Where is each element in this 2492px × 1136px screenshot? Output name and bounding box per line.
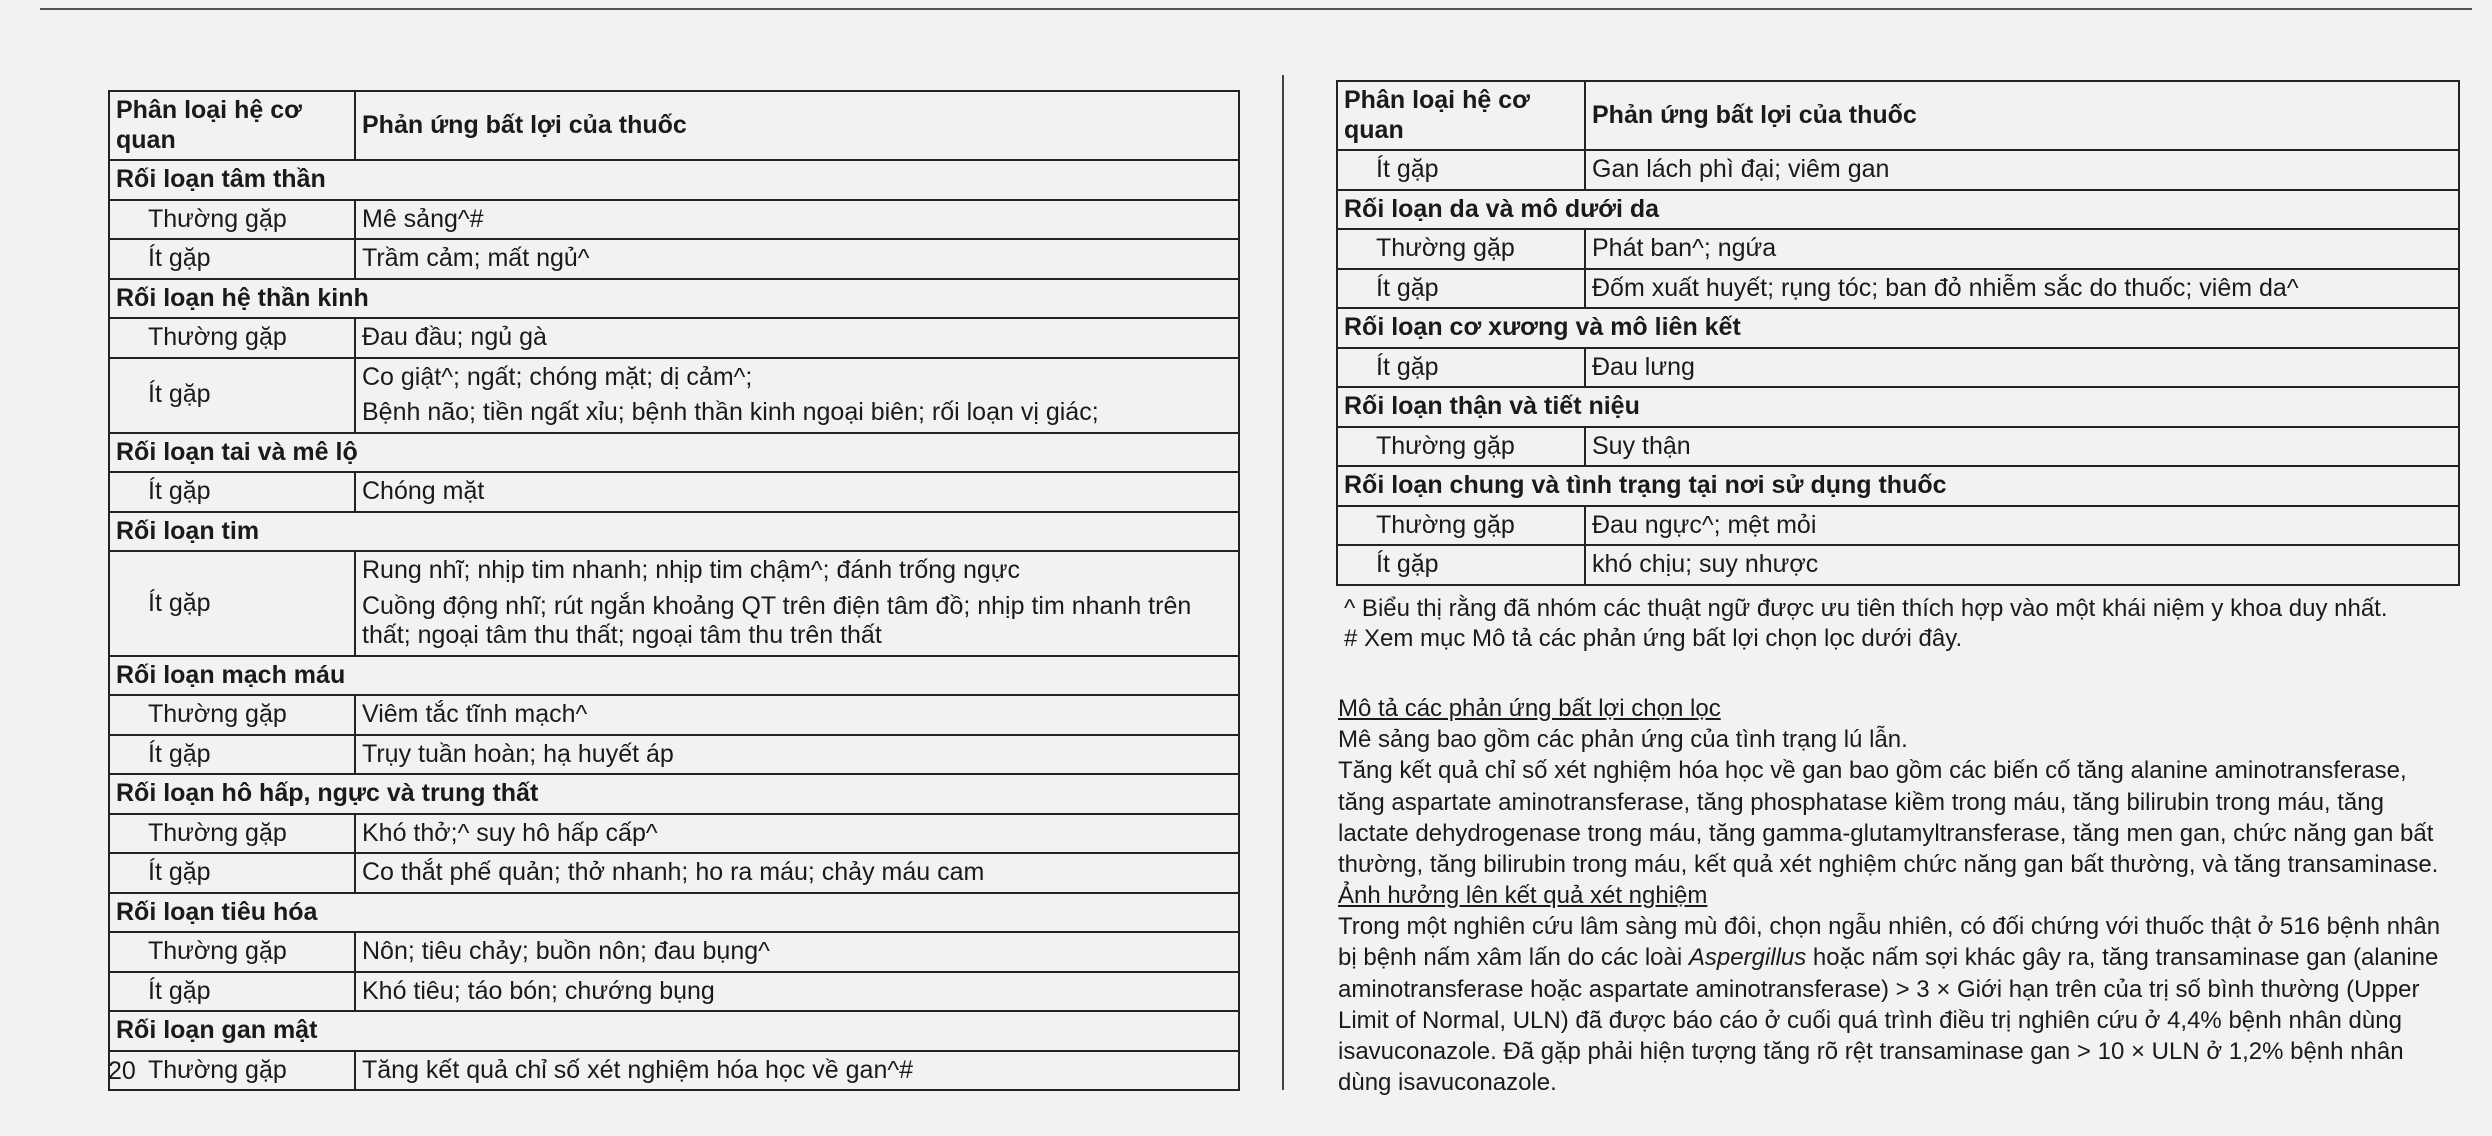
reaction-cell bbox=[355, 200, 1239, 240]
table-row bbox=[1337, 427, 2459, 467]
reaction-cell bbox=[355, 318, 1239, 358]
table-row bbox=[109, 972, 1239, 1012]
frequency-cell: Thường gặp bbox=[109, 814, 355, 854]
reaction-text: Khó thở;^ suy hô hấp cấp^ bbox=[362, 818, 658, 847]
organ-class-name: Rối loạn chung và tình trạng tại nơi sử dụng thuốc bbox=[1337, 466, 2459, 506]
reaction-text: Bệnh não; tiền ngất xỉu; bệnh thần kinh ngoại biên; rối loạn vị giác; bbox=[362, 398, 1099, 426]
organ-class-row bbox=[1337, 387, 2459, 427]
frequency-cell: Ít gặp bbox=[109, 239, 355, 279]
organ-class-row bbox=[1337, 466, 2459, 506]
frequency-cell: Ít gặp bbox=[1337, 150, 1585, 190]
reaction-text: Trầm cảm; mất ngủ^ bbox=[362, 244, 590, 272]
table-row bbox=[109, 932, 1239, 972]
table-row bbox=[1337, 545, 2459, 585]
reaction-cell bbox=[355, 735, 1239, 775]
table-row bbox=[109, 318, 1239, 358]
organ-class-row bbox=[109, 656, 1239, 696]
reaction-text: Co giật^; ngất; chóng mặt; dị cảm^; bbox=[362, 362, 753, 391]
frequency-cell: Ít gặp bbox=[109, 735, 355, 775]
footnote-caret: ^ Biểu thị rằng đã nhóm các thuật ngữ được ưu tiên thích hợp vào một khái niệm y khoa duy nhất. bbox=[1344, 594, 2388, 622]
organ-class-row bbox=[109, 893, 1239, 933]
table-row bbox=[1337, 269, 2459, 309]
reaction-cell bbox=[1585, 348, 2459, 388]
reaction-cell bbox=[355, 814, 1239, 854]
frequency-cell: Ít gặp bbox=[1337, 269, 1585, 309]
top-edge-rule bbox=[40, 8, 2472, 10]
header-reaction: Phản ứng bất lợi của thuốc bbox=[355, 91, 1239, 160]
table-row bbox=[109, 200, 1239, 240]
organ-class-name: Rối loạn mạch máu bbox=[109, 656, 1239, 696]
reaction-text: Rung nhĩ; nhịp tim nhanh; nhịp tim chậm^; đánh trống ngực bbox=[362, 556, 1021, 584]
table-row bbox=[109, 358, 1239, 433]
section-subtitle: Ảnh hưởng lên kết quả xét nghiệm bbox=[1338, 882, 1708, 910]
organ-class-name: Rối loạn gan mật bbox=[109, 1011, 1239, 1051]
reaction-text: Tăng kết quả chỉ số xét nghiệm hóa học về gan^# bbox=[362, 1055, 913, 1084]
reaction-cell bbox=[1585, 150, 2459, 190]
frequency-cell: Thường gặp bbox=[1337, 427, 1585, 467]
organ-class-row bbox=[109, 160, 1239, 200]
organ-class-row bbox=[109, 1011, 1239, 1051]
reaction-text: Chóng mặt bbox=[362, 477, 485, 505]
table-row bbox=[109, 814, 1239, 854]
delirium-paragraph: Mê sảng bao gồm các phản ứng của tình trạng lú lẫn. bbox=[1338, 726, 1908, 754]
reaction-text: Viêm tắc tĩnh mạch^ bbox=[362, 700, 588, 728]
reaction-cell bbox=[355, 695, 1239, 735]
organ-class-name: Rối loạn hệ thần kinh bbox=[109, 279, 1239, 319]
trial-text-part2: hoặc nấm sợi khác gây ra, tăng transaminase gan (alanine aminotransferase hoặc aspartate aminotransferase) > 3 × Giới hạn trên của trị số bình thường (Upper Limit of Normal, ULN) đã được báo cáo ở cuối quá trình điều trị nghiên cứu ở 4,4% bệnh nhân dùng isavuconazole. Đã gặp phải hiện tượng tăng rõ rệt transaminase gan > 10 × ULN ở 1,2% bệnh nhân dùng isavuconazole. bbox=[1338, 944, 2439, 1097]
table-row bbox=[109, 695, 1239, 735]
reaction-text: Đau ngực^; mệt mỏi bbox=[1592, 510, 1817, 539]
table-row bbox=[1337, 506, 2459, 546]
organ-class-name: Rối loạn da và mô dưới da bbox=[1337, 190, 2459, 230]
frequency-cell: Ít gặp bbox=[109, 551, 355, 656]
reaction-cell bbox=[1585, 506, 2459, 546]
table-row bbox=[109, 735, 1239, 775]
reaction-cell bbox=[355, 358, 1239, 433]
reaction-text: Nôn; tiêu chảy; buồn nôn; đau bụng^ bbox=[362, 937, 770, 965]
reaction-text: khó chịu; suy nhược bbox=[1592, 550, 1819, 578]
header-organ-class: Phân loại hệ cơ quan bbox=[109, 91, 355, 160]
reaction-cell bbox=[1585, 545, 2459, 585]
frequency-cell: Ít gặp bbox=[109, 853, 355, 893]
frequency-cell: Thường gặp bbox=[1337, 229, 1585, 269]
reaction-text: Phát ban^; ngứa bbox=[1592, 234, 1777, 262]
frequency-cell: Ít gặp bbox=[109, 472, 355, 512]
header-reaction: Phản ứng bất lợi của thuốc bbox=[1585, 81, 2459, 150]
reaction-cell bbox=[355, 1051, 1239, 1091]
clinical-trial-paragraph bbox=[1338, 911, 2460, 1098]
reaction-text: Co thắt phế quản; thở nhanh; ho ra máu; chảy máu cam bbox=[362, 858, 985, 886]
organ-class-row bbox=[1337, 308, 2459, 348]
organ-class-name: Rối loạn tim bbox=[109, 512, 1239, 552]
reaction-text: Mê sảng^# bbox=[362, 204, 484, 233]
footnotes bbox=[1336, 594, 2460, 655]
organ-class-name: Rối loạn thận và tiết niệu bbox=[1337, 387, 2459, 427]
organ-class-name: Rối loạn tai và mê lộ bbox=[109, 433, 1239, 473]
table-row bbox=[1337, 229, 2459, 269]
frequency-cell: Thường gặp bbox=[109, 200, 355, 240]
book-spine bbox=[1282, 75, 1284, 1090]
reaction-cell bbox=[1585, 269, 2459, 309]
reaction-text: Đốm xuất huyết; rụng tóc; ban đỏ nhiễm sắc do thuốc; viêm da^ bbox=[1592, 273, 2299, 302]
table-row bbox=[109, 853, 1239, 893]
frequency-cell: Thường gặp bbox=[109, 1051, 355, 1091]
organ-class-row bbox=[109, 512, 1239, 552]
frequency-cell: Thường gặp bbox=[1337, 506, 1585, 546]
reaction-text: Gan lách phì đại; viêm gan bbox=[1592, 155, 1890, 183]
reaction-text: Cuồng động nhĩ; rút ngắn khoảng QT trên điện tâm đồ; nhịp tim nhanh trên thất; ngoại tâm thu thất; ngoại tâm thu trên thất bbox=[362, 591, 1192, 649]
trial-species: Aspergillus bbox=[1688, 944, 1807, 972]
reaction-cell bbox=[1585, 427, 2459, 467]
trial-text-part1: Trong một nghiên cứu lâm sàng mù đôi, chọn ngẫu nhiên, có đối chứng với thuốc thật ở 516 bệnh nhân bị bệnh nấm xâm lấn do các loài bbox=[1338, 913, 2441, 972]
table-row bbox=[1337, 348, 2459, 388]
frequency-cell: Ít gặp bbox=[109, 358, 355, 433]
left-page bbox=[108, 90, 1240, 1091]
reaction-cell bbox=[355, 239, 1239, 279]
organ-class-name: Rối loạn hô hấp, ngực và trung thất bbox=[109, 774, 1239, 814]
reaction-text: Suy thận bbox=[1592, 431, 1691, 460]
table-header-row bbox=[109, 91, 1239, 160]
reaction-cell bbox=[355, 472, 1239, 512]
reaction-cell bbox=[355, 972, 1239, 1012]
table-header-row bbox=[1337, 81, 2459, 150]
frequency-cell: Thường gặp bbox=[109, 695, 355, 735]
frequency-cell: Ít gặp bbox=[1337, 545, 1585, 585]
reaction-cell bbox=[355, 551, 1239, 656]
frequency-cell: Thường gặp bbox=[109, 318, 355, 358]
reaction-cell bbox=[355, 932, 1239, 972]
frequency-cell: Thường gặp bbox=[109, 932, 355, 972]
table-row bbox=[109, 551, 1239, 656]
section-title: Mô tả các phản ứng bất lợi chọn lọc bbox=[1338, 694, 1721, 722]
organ-class-name: Rối loạn tiêu hóa bbox=[109, 893, 1239, 933]
adverse-reactions-table-left bbox=[108, 90, 1240, 1091]
reaction-text: Trụy tuần hoàn; hạ huyết áp bbox=[362, 739, 674, 768]
header-organ-class: Phân loại hệ cơ quan bbox=[1337, 81, 1585, 150]
organ-class-row bbox=[109, 774, 1239, 814]
reaction-text: Khó tiêu; táo bón; chướng bụng bbox=[362, 976, 715, 1005]
table-row bbox=[109, 1051, 1239, 1091]
page-number: 20 bbox=[108, 1057, 136, 1085]
organ-class-row bbox=[1337, 190, 2459, 230]
table-row bbox=[109, 239, 1239, 279]
adverse-reactions-table-right bbox=[1336, 80, 2460, 586]
table-row bbox=[1337, 150, 2459, 190]
frequency-cell: Ít gặp bbox=[109, 972, 355, 1012]
right-page bbox=[1336, 80, 2460, 1098]
organ-class-row bbox=[109, 279, 1239, 319]
liver-paragraph: Tăng kết quả chỉ số xét nghiệm hóa học về gan bao gồm các biến cố tăng alanine aminotransferase, tăng aspartate aminotransferase, tăng phosphatase kiềm trong máu, tăng bilirubin trong máu, tăng lactate dehydrogenase trong máu, tăng gamma-glutamyltransferase, tăng men gan, chức năng gan bất thường, tăng bilirubin trong máu, kết quả xét nghiệm chức năng gan bất thường, và tăng transaminase. bbox=[1338, 757, 2439, 878]
organ-class-name: Rối loạn cơ xương và mô liên kết bbox=[1337, 308, 2459, 348]
footnote-hash: # Xem mục Mô tả các phản ứng bất lợi chọn lọc dưới đây. bbox=[1344, 625, 1963, 653]
reaction-text: Đau lưng bbox=[1592, 352, 1695, 381]
organ-class-name: Rối loạn tâm thần bbox=[109, 160, 1239, 200]
table-body-left bbox=[109, 160, 1239, 1090]
selected-reactions-description bbox=[1336, 693, 2460, 1098]
reaction-cell bbox=[355, 853, 1239, 893]
organ-class-row bbox=[109, 433, 1239, 473]
frequency-cell: Ít gặp bbox=[1337, 348, 1585, 388]
table-body-right bbox=[1337, 150, 2459, 585]
table-row bbox=[109, 472, 1239, 512]
reaction-text: Đau đầu; ngủ gà bbox=[362, 323, 547, 351]
reaction-cell bbox=[1585, 229, 2459, 269]
